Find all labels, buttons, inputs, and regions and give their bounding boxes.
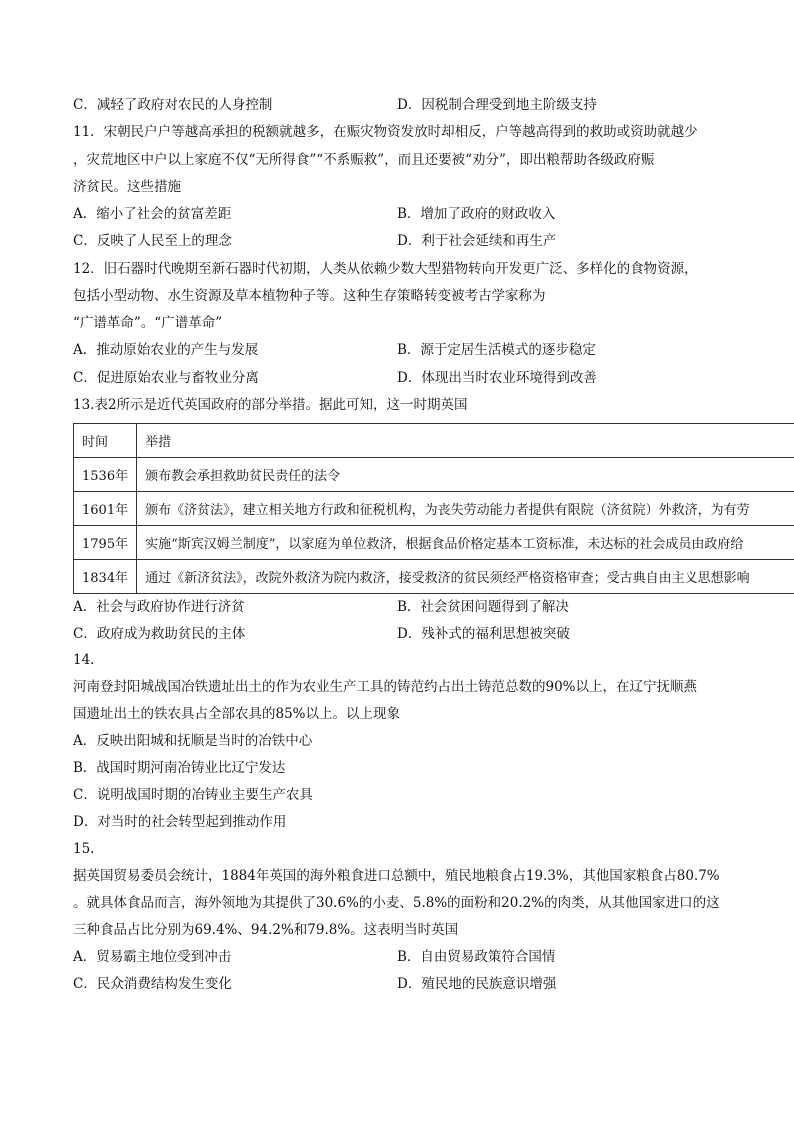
q14-option-d: D．对当时的社会转型起到推动作用 — [73, 814, 287, 830]
q13-option-a: A．社会与政府协作进行济贫 — [73, 599, 245, 615]
q11-stem-line-1: 11．宋朝民户户等越高承担的税额就越多，在赈灾物资发放时却相反，户等越高得到的救助或资助就越少 — [73, 124, 698, 140]
table-row — [74, 526, 794, 560]
q12-stem-line-1: 12．旧石器时代晚期至新石器时代初期，人类从依赖少数大型猎物转向开发更广泛、多样化的食物资源， — [73, 261, 698, 277]
q14-stem-line-1: 河南登封阳城战国冶铁遗址出土的作为农业生产工具的铸范约占出土铸范总数的90%以上，在辽宁抚顺燕 — [73, 679, 698, 695]
q12-option-d: D．体现出当时农业环境得到改善 — [397, 370, 597, 386]
q13-option-b: B．社会贫困问题得到了解决 — [397, 599, 569, 615]
table-cell-measure: 颁布教会承担救助贫民责任的法令 — [137, 458, 794, 492]
q11-stem-line-3: 济贫民。这些措施 — [73, 179, 181, 195]
q12-option-c: C．促进原始农业与畜牧业分离 — [73, 370, 259, 386]
q12-stem-line-2: 包括小型动物、水生资源及草本植物种子等。这种生存策略转变被考古学家称为 — [73, 288, 546, 304]
q12-option-b: B．源于定居生活模式的逐步稳定 — [397, 342, 596, 358]
q13-stem: 13.表2所示是近代英国政府的部分举措。据此可知，这一时期英国 — [73, 397, 468, 413]
table-row — [74, 560, 794, 594]
q10-option-c: C．减轻了政府对农民的人身控制 — [73, 97, 273, 113]
q15-option-b: B．自由贸易政策符合国情 — [397, 949, 556, 965]
q15-number: 15. — [73, 841, 95, 857]
q15-stem-line-1: 据英国贸易委员会统计，1884年英国的海外粮食进口总额中，殖民地粮食占19.3%，其他国家粮食占80.7% — [73, 868, 720, 884]
table-cell-measure: 通过《新济贫法》，改院外救济为院内救济，接受救济的贫民须经严格资格审查；受古典自由主义思想影响 — [137, 560, 794, 594]
q14-option-c: C．说明战国时期的冶铸业主要生产农具 — [73, 787, 313, 803]
q12-stem-line-3: “广谱革命”。“广谱革命” — [73, 315, 223, 331]
q11-option-a: A．缩小了社会的贫富差距 — [73, 206, 232, 222]
q15-stem-line-2: 。就具体食品而言，海外领地为其提供了30.6%的小麦、5.8%的面粉和20.2%的肉类，从其他国家进口的这 — [73, 895, 720, 911]
q13-option-d: D．残补式的福利思想被突破 — [397, 626, 570, 642]
table-header-time: 时间 — [74, 424, 137, 458]
q11-option-c: C．反映了人民至上的理念 — [73, 233, 232, 249]
q14-stem-line-2: 国遗址出土的铁农具占全部农具的85%以上。以上现象 — [73, 706, 401, 722]
q10-option-d: D．因税制合理受到地主阶级支持 — [397, 97, 597, 113]
table-cell-measure: 实施“斯宾汉姆兰制度”，以家庭为单位救济，根据食品价格定基本工资标准，未达标的社会成员由政府给 — [137, 526, 794, 560]
table-cell-year: 1536年 — [74, 458, 137, 492]
table-row — [74, 492, 794, 526]
q14-number: 14. — [73, 652, 95, 668]
table-row — [74, 458, 794, 492]
table-cell-measure: 颁布《济贫法》，建立相关地方行政和征税机构，为丧失劳动能力者提供有限院（济贫院）外救济，为有劳 — [137, 492, 794, 526]
table-cell-year: 1795年 — [74, 526, 137, 560]
table-cell-year: 1601年 — [74, 492, 137, 526]
q13-option-c: C．政府成为救助贫民的主体 — [73, 626, 246, 642]
q14-option-a: A．反映出阳城和抚顺是当时的冶铁中心 — [73, 733, 313, 749]
q11-option-b: B．增加了政府的财政收入 — [397, 206, 556, 222]
q13-table — [73, 423, 794, 594]
q15-stem-line-3: 三种食品占比分别为69.4%、94.2%和79.8%。这表明当时英国 — [73, 922, 459, 938]
q12-option-a: A．推动原始农业的产生与发展 — [73, 342, 259, 358]
q15-option-a: A．贸易霸主地位受到冲击 — [73, 949, 232, 965]
table-cell-year: 1834年 — [74, 560, 137, 594]
q15-option-d: D．殖民地的民族意识增强 — [397, 976, 557, 992]
table-header-measure: 举措 — [137, 424, 794, 458]
q15-option-c: C．民众消费结构发生变化 — [73, 976, 232, 992]
q11-option-d: D．利于社会延续和再生产 — [397, 233, 557, 249]
table-header-row — [74, 424, 794, 458]
q11-stem-line-2: ，灾荒地区中户以上家庭不仅“无所得食”“不系赈救”，而且还要被“劝分”，即出粮帮助各级政府赈 — [73, 152, 655, 168]
q14-option-b: B．战国时期河南冶铸业比辽宁发达 — [73, 760, 286, 776]
